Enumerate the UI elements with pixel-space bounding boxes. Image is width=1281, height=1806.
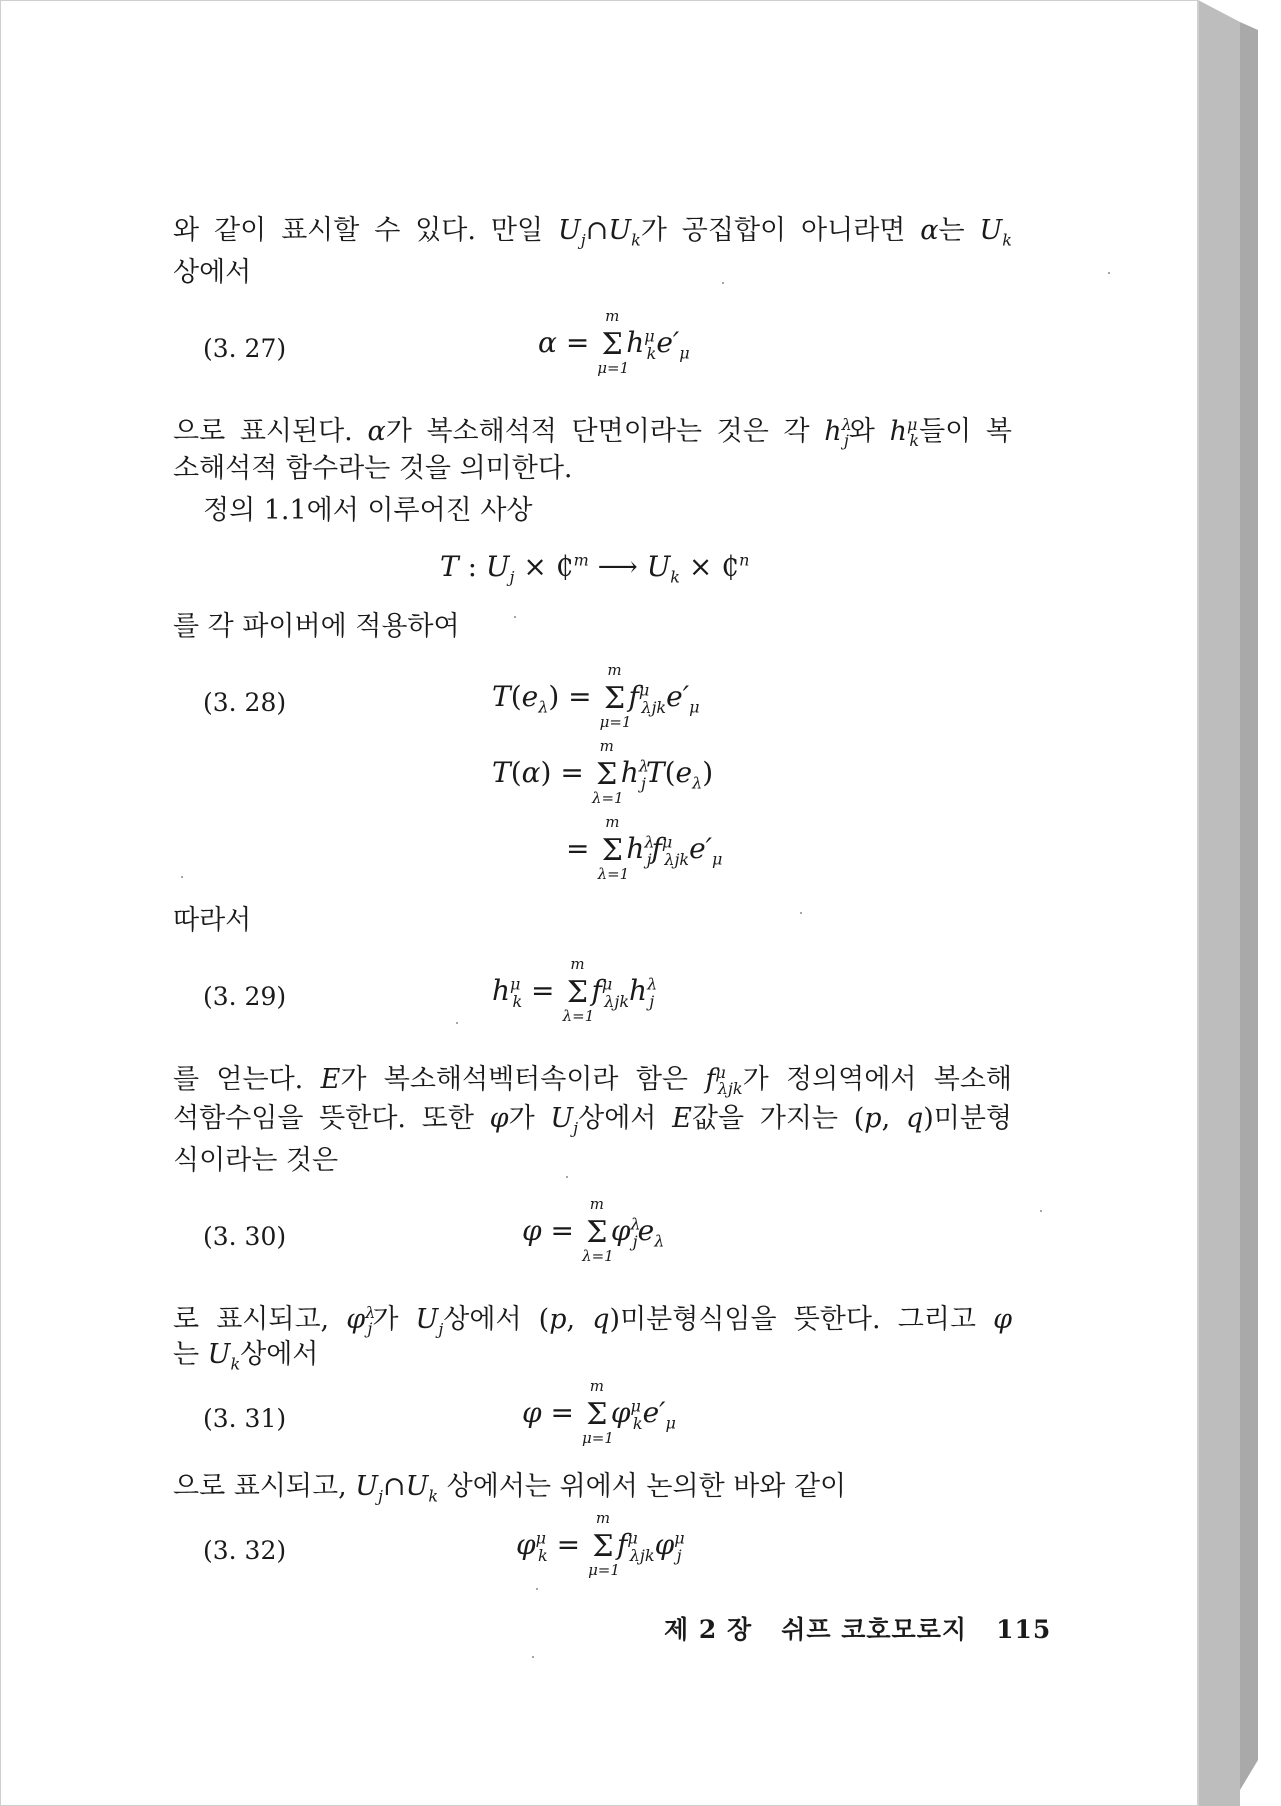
chapter-label: 제 2 장 [664,1615,753,1644]
equation-3-32: $\varphi^\mu_k$ = m Σ μ=1 $f^\mu_{\lambda jk}\varphi^\mu_j$ [516,1508,685,1579]
paragraph-line: 상에서 [173,257,252,288]
paragraph-line: 식이라는 것은 [173,1145,339,1176]
paragraph-line: 를 얻는다. E가 복소해석벡터속이라 함은 $f^\mu_{\lambda jk}$가 정의역에서 복소해 [173,1063,1012,1099]
paragraph-line: 정의 1.1에서 이루어진 사상 [203,495,533,526]
paragraph-line: 석함수임을 뜻한다. 또한 φ가 $U_j$상에서 E값을 가지는 (p, q)미분형 [173,1103,1013,1138]
equation-number: (3. 32) [203,1536,287,1565]
paragraph-line: 는 $U_k$상에서 [173,1339,319,1374]
equation-number: (3. 31) [203,1404,287,1433]
text-segment: 와 같이 표시할 수 있다. 만일 [173,215,558,246]
paragraph-line: 로 표시되고, $\varphi^\lambda_j$가 $U_j$상에서 (p, q)미분형식임을 뜻한다. 그리고 φ [173,1303,1012,1339]
equation-3-30: φ = m Σ λ=1 $\varphi^\lambda_je_\lambda$ [522,1194,665,1265]
paragraph-line: 으로 표시되고, $U_j\cap U_k$ 상에서는 위에서 논의한 바와 같이 [173,1471,847,1506]
paragraph-line: 소해석적 함수라는 것을 의미한다. [173,453,573,484]
equation-3-28a: $T(e_\lambda)$ = m Σ μ=1 $f^\mu_{\lambda jk}e'_\mu$ [492,660,700,731]
paragraph-line: 따라서 [173,905,252,936]
equation-3-28c: = m Σ λ=1 $h^\lambda_jf^\mu_{\lambda jk}e'_\mu$ [566,812,723,883]
equation-number: (3. 27) [203,334,287,363]
equation-mapping-T: T : $U_j$ × ₵$^m$ ⟶ $U_k$ × ₵$^n$ [440,550,750,587]
paragraph-line: 으로 표시된다. α가 복소해석적 단면이라는 것은 각 $h^\lambda_j$와 $h^\mu_k$들이 복 [173,415,1012,451]
chapter-title: 쉬프 코호모로지 [781,1615,967,1644]
equation-3-31: φ = m Σ μ=1 $\varphi^\mu_ke'_\mu$ [522,1376,676,1447]
page-number: 115 [996,1615,1052,1644]
equation-3-29: $h^\mu_k$ = m Σ λ=1 $f^\mu_{\lambda jk}h^\lambda_j$ [492,954,658,1025]
equation-3-27: α = m Σ μ=1 $h^\mu_ke'_\mu$ [538,306,690,377]
equation-number: (3. 29) [203,982,287,1011]
equation-3-28b: T(α) = m Σ λ=1 $h^\lambda_jT(e_\lambda)$ [492,736,714,807]
paragraph-line: 와 같이 표시할 수 있다. 만일 $U_j\cap U_k$가 공집합이 아니라면 α는 $U_k$ [173,215,1012,250]
equation-number: (3. 30) [203,1222,287,1251]
paragraph-line: 를 각 파이버에 적용하여 [173,611,460,642]
equation-number: (3. 28) [203,688,287,717]
